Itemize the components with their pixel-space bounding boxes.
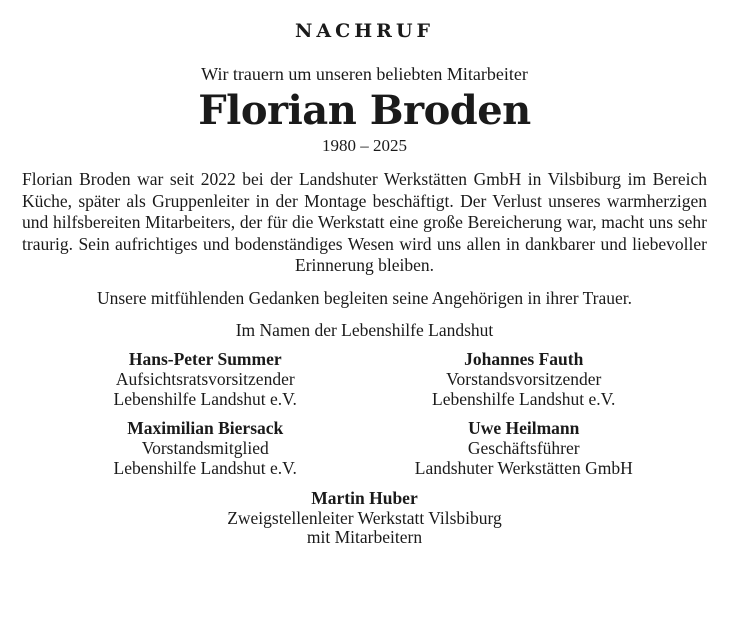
signatory-org: Lebenshilfe Landshut e.V. <box>113 388 297 409</box>
on-behalf-line: Im Namen der Lebenshilfe Landshut <box>235 319 494 340</box>
signatory-org: Landshuter Werkstätten GmbH <box>414 457 633 478</box>
notice-heading: NACHRUF <box>294 20 435 42</box>
signatory-name: Hans-Peter Summer <box>128 348 282 369</box>
signatory-role: Vorstandsvorsitzender <box>446 368 602 389</box>
signatory <box>56 350 355 409</box>
signatory-org: Lebenshilfe Landshut e.V. <box>113 457 297 478</box>
deceased-name: Florian Broden <box>198 87 531 134</box>
signatory-role: Aufsichtsratsvorsitzender <box>115 368 295 389</box>
intro-text: Wir trauern um unseren beliebten Mitarbeiter <box>201 64 528 84</box>
signatory-name: Martin Huber <box>311 487 418 508</box>
signatory-org: Lebenshilfe Landshut e.V. <box>432 388 616 409</box>
signatory-name: Johannes Fauth <box>464 348 584 369</box>
condolence-text: Unsere mitfühlenden Gedanken begleiten seine Angehörigen in ihrer Trauer. <box>96 287 633 308</box>
final-signatory <box>22 489 707 548</box>
signatory-name: Maximilian Biersack <box>127 418 284 439</box>
signatory <box>375 419 674 478</box>
signatory-name: Uwe Heilmann <box>468 418 580 439</box>
signatories-grid <box>22 350 707 479</box>
signatory-role: Geschäftsführer <box>467 438 580 459</box>
signatory <box>375 350 674 409</box>
signatory-org: mit Mitarbeitern <box>306 527 423 548</box>
signatory <box>56 419 355 478</box>
signatory-role: Zweigstellenleiter Werkstatt Vilsbiburg <box>227 507 502 528</box>
signatory-role: Vorstandsmitglied <box>141 438 269 459</box>
life-years: 1980 – 2025 <box>322 136 407 155</box>
tribute-text: Florian Broden war seit 2022 bei der Landshuter Werkstätten GmbH in Vilsbiburg im Bereich Küche, später als Gruppenleiter in der Montage beschäftigt. Der Verlust unseres warmherzigen und hilfsbereiten Mitarbeiters, der für die Werkstatt eine große Bereicherung war, macht uns sehr traurig. Sein aufrichtiges und bodenständiges Wesen wird uns allen in dankbarer und liebevoller Erinnerung bleiben. <box>22 169 707 276</box>
